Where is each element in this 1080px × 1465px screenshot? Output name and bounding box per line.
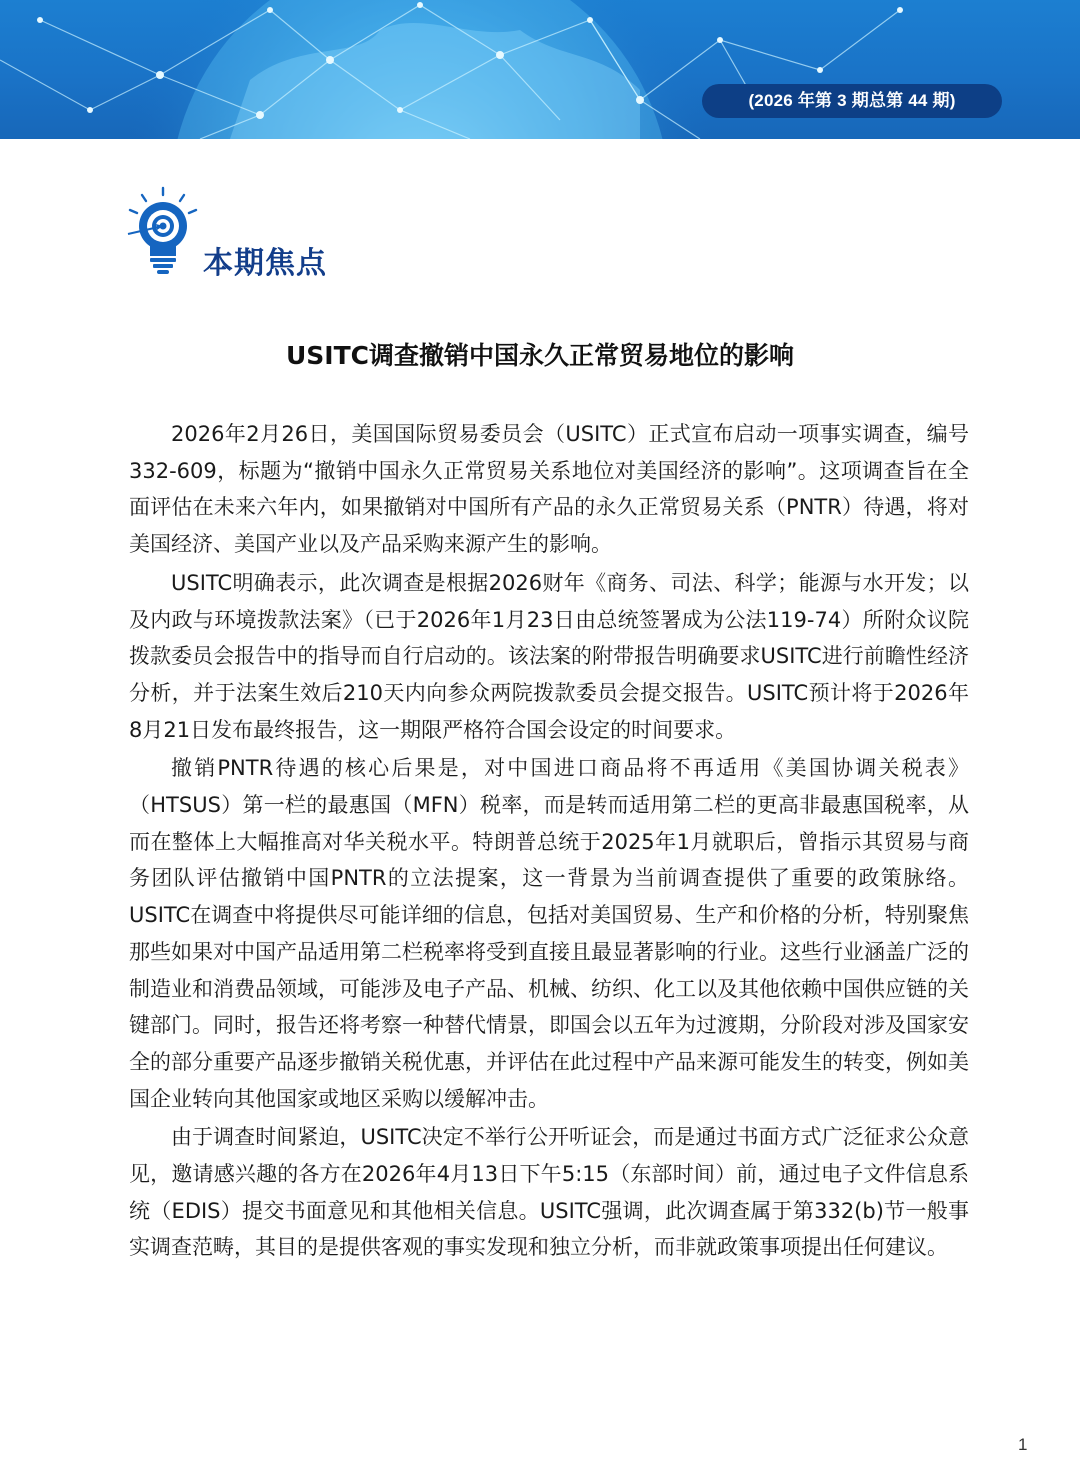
article-paragraph: USITC明确表示，此次调查是根据2026财年《商务、司法、科学；能源与水开发；以及内政与环境拨款法案》（已于2026年1月23日由总统签署成为公法119-74）所附众议院拨款委员会报告中的指导而自行启动的。该法案的附带报告明确要求USITC进行前瞻性经济分析，并于法案生效后210天内向参众两院拨款委员会提交报告。USITC预计将于2026年8月21日发布最终报告，这一期限严格符合国会设定的时间要求。 — [129, 570, 969, 742]
article-paragraph: 2026年2月26日，美国国际贸易委员会（USITC）正式宣布启动一项事实调查，编号332-609，标题为“撤销中国永久正常贸易关系地位对美国经济的影响”。这项调查旨在全面评估在未来六年内，如果撤销对中国所有产品的永久正常贸易关系（PNTR）待遇，将对美国经济、美国产业以及产品采购来源产生的影响。 — [129, 422, 969, 557]
issue-number-badge: (2026 年第 3 期总第 44 期) — [702, 84, 1002, 118]
article-paragraph: 由于调查时间紧迫，USITC决定不举行公开听证会，而是通过书面方式广泛征求公众意见，邀请感兴趣的各方在2026年4月13日下午5:15（东部时间）前，通过电子文件信息系统（EDIS）提交书面意见和其他相关信息。USITC强调，此次调查属于第332(b)节一般事实调查范畴，其目的是提供客观的事实发现和独立分析，而非就政策事项提出任何建议。 — [129, 1125, 969, 1260]
article-paragraph: 撤销PNTR待遇的核心后果是，对中国进口商品将不再适用《美国协调关税表》（HTSUS）第一栏的最惠国（MFN）税率，而是转而适用第二栏的更高非最惠国税率，从而在整体上大幅推高对华关税水平。特朗普总统于2025年1月就职后，曾指示其贸易与商务团队评估撤销中国PNTR的立法提案，这一背景为当前调查提供了重要的政策脉络。USITC在调查中将提供尽可能详细的信息，包括对美国贸易、生产和价格的分析，特别聚焦那些如果对中国产品适用第二栏税率将受到直接且最显著影响的行业。这些行业涵盖广泛的制造业和消费品领域，可能涉及电子产品、机械、纺织、化工以及其他依赖中国供应链的关键部门。同时，报告还将考察一种替代情景，即国会以五年为过渡期，分阶段对涉及国家安全的部分重要产品逐步撤销关税优惠，并评估在此过程中产品来源可能发生的转变，例如美国企业转向其他国家或地区采购以缓解冲击。 — [129, 756, 969, 1111]
article-body — [129, 416, 969, 1268]
header-banner — [0, 0, 1080, 139]
lightbulb-target-icon — [126, 186, 204, 278]
section-title: 本期焦点 — [203, 246, 327, 281]
page-number: 1 — [1018, 1435, 1028, 1454]
globe-network-graphic — [0, 0, 1080, 139]
article-title: USITC调查撤销中国永久正常贸易地位的影响 — [285, 341, 794, 370]
